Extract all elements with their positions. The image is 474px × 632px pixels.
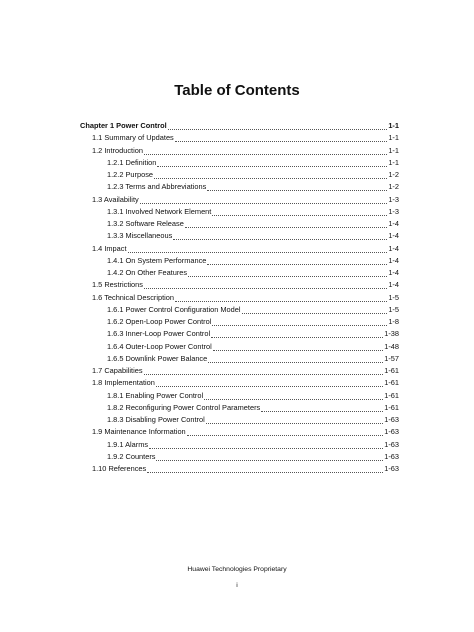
toc-entry-page: 1-4 (388, 219, 399, 228)
footer-page-number: i (236, 582, 238, 589)
toc-entry-label: 1.6.2 Open-Loop Power Control (107, 317, 212, 326)
toc-dot-leader (128, 244, 388, 253)
toc-dot-leader (173, 231, 387, 240)
toc-dot-leader (156, 378, 383, 387)
toc-entry-page: 1-1 (388, 133, 399, 143)
toc-entry-page: 1-61 (384, 390, 399, 400)
toc-dot-leader (206, 415, 383, 424)
toc-entry[interactable] (80, 132, 399, 144)
toc-entry[interactable] (80, 426, 399, 438)
toc-entry-label: 1.2.3 Terms and Abbreviations (107, 182, 207, 192)
toc-dot-leader (144, 146, 387, 155)
toc-entry[interactable] (80, 255, 399, 267)
toc-dot-leader (149, 440, 383, 449)
toc-dot-leader (157, 158, 387, 167)
table-of-contents (80, 120, 399, 475)
toc-entry-label: 1.6.4 Outer-Loop Power Control (107, 341, 212, 351)
toc-entry-page: 1-57 (384, 353, 399, 363)
footer-company: Huawei Technologies Proprietary (187, 566, 287, 573)
toc-entry-label: 1.4.1 On System Performance (107, 255, 207, 265)
toc-dot-leader (212, 207, 387, 216)
toc-entry-label: 1.3.1 Involved Network Element (107, 206, 212, 216)
toc-entry[interactable] (80, 157, 399, 169)
toc-entry[interactable] (80, 463, 399, 475)
toc-entry[interactable] (80, 439, 399, 451)
toc-entry[interactable] (80, 304, 399, 316)
toc-entry[interactable] (80, 169, 399, 181)
toc-dot-leader (188, 268, 387, 277)
toc-entry-label: 1.1 Summary of Updates (92, 133, 174, 143)
toc-entry[interactable] (80, 279, 399, 291)
toc-entry-page: 1-48 (384, 341, 399, 351)
toc-entry-label: 1.4.2 On Other Features (107, 268, 188, 277)
toc-entry[interactable] (80, 145, 399, 157)
toc-dot-leader (207, 256, 387, 265)
toc-entry[interactable] (80, 267, 399, 279)
toc-entry[interactable] (80, 377, 399, 389)
toc-entry-label: 1.6.1 Power Control Configuration Model (107, 304, 241, 314)
toc-entry-label: 1.10 References (92, 464, 147, 473)
toc-entry-label: 1.6.5 Downlink Power Balance (107, 353, 208, 363)
toc-entry-page: 1-1 (388, 157, 399, 167)
toc-entry-page: 1-63 (384, 451, 399, 461)
toc-entry-page: 1-2 (388, 170, 399, 179)
toc-entry-page: 1-5 (388, 304, 399, 314)
toc-entry-page: 1-3 (388, 206, 399, 216)
toc-dot-leader (140, 195, 388, 204)
toc-entry-label: 1.9.1 Alarms (107, 439, 149, 449)
toc-entry[interactable] (80, 353, 399, 365)
toc-entry-page: 1-4 (388, 255, 399, 265)
toc-entry[interactable] (80, 243, 399, 255)
toc-entry-label: 1.2.2 Purpose (107, 170, 154, 179)
toc-entry[interactable] (80, 181, 399, 193)
toc-entry[interactable] (80, 414, 399, 426)
toc-entry-page: 1-63 (384, 464, 399, 473)
toc-dot-leader (168, 121, 388, 130)
toc-entry-label: 1.3.2 Software Release (107, 219, 184, 228)
toc-dot-leader (187, 427, 384, 436)
toc-entry-label: 1.7 Capabilities (92, 366, 143, 375)
toc-dot-leader (261, 403, 383, 412)
toc-entry[interactable] (80, 365, 399, 377)
toc-entry-page: 1-8 (388, 317, 399, 326)
toc-entry-page: 1-63 (384, 427, 399, 437)
toc-entry-page: 1-4 (388, 280, 399, 290)
toc-dot-leader (208, 354, 383, 363)
toc-entry-page: 1-61 (384, 366, 399, 375)
toc-entry[interactable] (80, 316, 399, 328)
toc-entry-page: 1-61 (384, 402, 399, 412)
toc-entry[interactable] (80, 328, 399, 340)
toc-entry[interactable] (80, 194, 399, 206)
toc-dot-leader (242, 305, 388, 314)
toc-entry-page: 1-5 (388, 292, 399, 302)
toc-entry-label: 1.2 Introduction (92, 145, 143, 155)
toc-dot-leader (211, 329, 383, 338)
toc-dot-leader (154, 170, 387, 179)
toc-dot-leader (213, 342, 383, 351)
toc-entry-label: 1.8.3 Disabling Power Control (107, 415, 205, 424)
toc-entry-label: 1.4 Impact (92, 243, 127, 253)
toc-entry-page: 1-3 (388, 194, 399, 204)
toc-entry-label: 1.6 Technical Description (92, 292, 175, 302)
toc-entry[interactable] (80, 451, 399, 463)
toc-dot-leader (175, 293, 387, 302)
toc-dot-leader (175, 133, 388, 142)
toc-entry-label: 1.9.2 Counters (107, 451, 156, 461)
toc-entry-label: 1.2.1 Definition (107, 157, 157, 167)
toc-entry-page: 1-63 (384, 439, 399, 449)
toc-entry-page: 1-4 (388, 231, 399, 241)
toc-entry-label: 1.3.3 Miscellaneous (107, 231, 173, 241)
toc-entry-page: 1-1 (388, 121, 399, 130)
toc-entry[interactable] (80, 230, 399, 242)
toc-entry-label: 1.3 Availability (92, 194, 139, 204)
toc-dot-leader (204, 391, 383, 400)
toc-dot-leader (144, 366, 384, 375)
toc-entry[interactable] (80, 120, 399, 132)
toc-dot-leader (207, 182, 387, 191)
toc-entry-label: 1.5 Restrictions (92, 280, 143, 290)
toc-entry-label: 1.8.2 Reconfiguring Power Control Parameters (107, 402, 261, 412)
toc-entry-page: 1-61 (384, 378, 399, 388)
toc-dot-leader (156, 452, 383, 461)
toc-entry[interactable] (80, 390, 399, 402)
toc-entry[interactable] (80, 402, 399, 414)
toc-entry[interactable] (80, 341, 399, 353)
toc-entry[interactable] (80, 292, 399, 304)
toc-entry-page: 1-4 (388, 268, 399, 277)
page-title: Table of Contents (174, 82, 300, 99)
toc-entry[interactable] (80, 218, 399, 230)
toc-entry-page: 1-63 (384, 415, 399, 424)
toc-dot-leader (212, 317, 387, 326)
toc-entry-label: 1.6.3 Inner-Loop Power Control (107, 329, 211, 339)
toc-entry-page: 1-4 (388, 243, 399, 253)
toc-entry-page: 1-38 (384, 329, 399, 339)
toc-entry-page: 1-1 (388, 145, 399, 155)
toc-entry-label: 1.8.1 Enabling Power Control (107, 390, 204, 400)
toc-entry[interactable] (80, 206, 399, 218)
toc-dot-leader (144, 280, 387, 289)
toc-dot-leader (147, 464, 383, 473)
toc-entry-label: 1.8 Implementation (92, 378, 155, 388)
toc-entry-page: 1-2 (388, 182, 399, 192)
toc-dot-leader (185, 219, 387, 228)
toc-entry-label: 1.9 Maintenance Information (92, 427, 186, 437)
toc-entry-label: Chapter 1 Power Control (80, 121, 167, 130)
